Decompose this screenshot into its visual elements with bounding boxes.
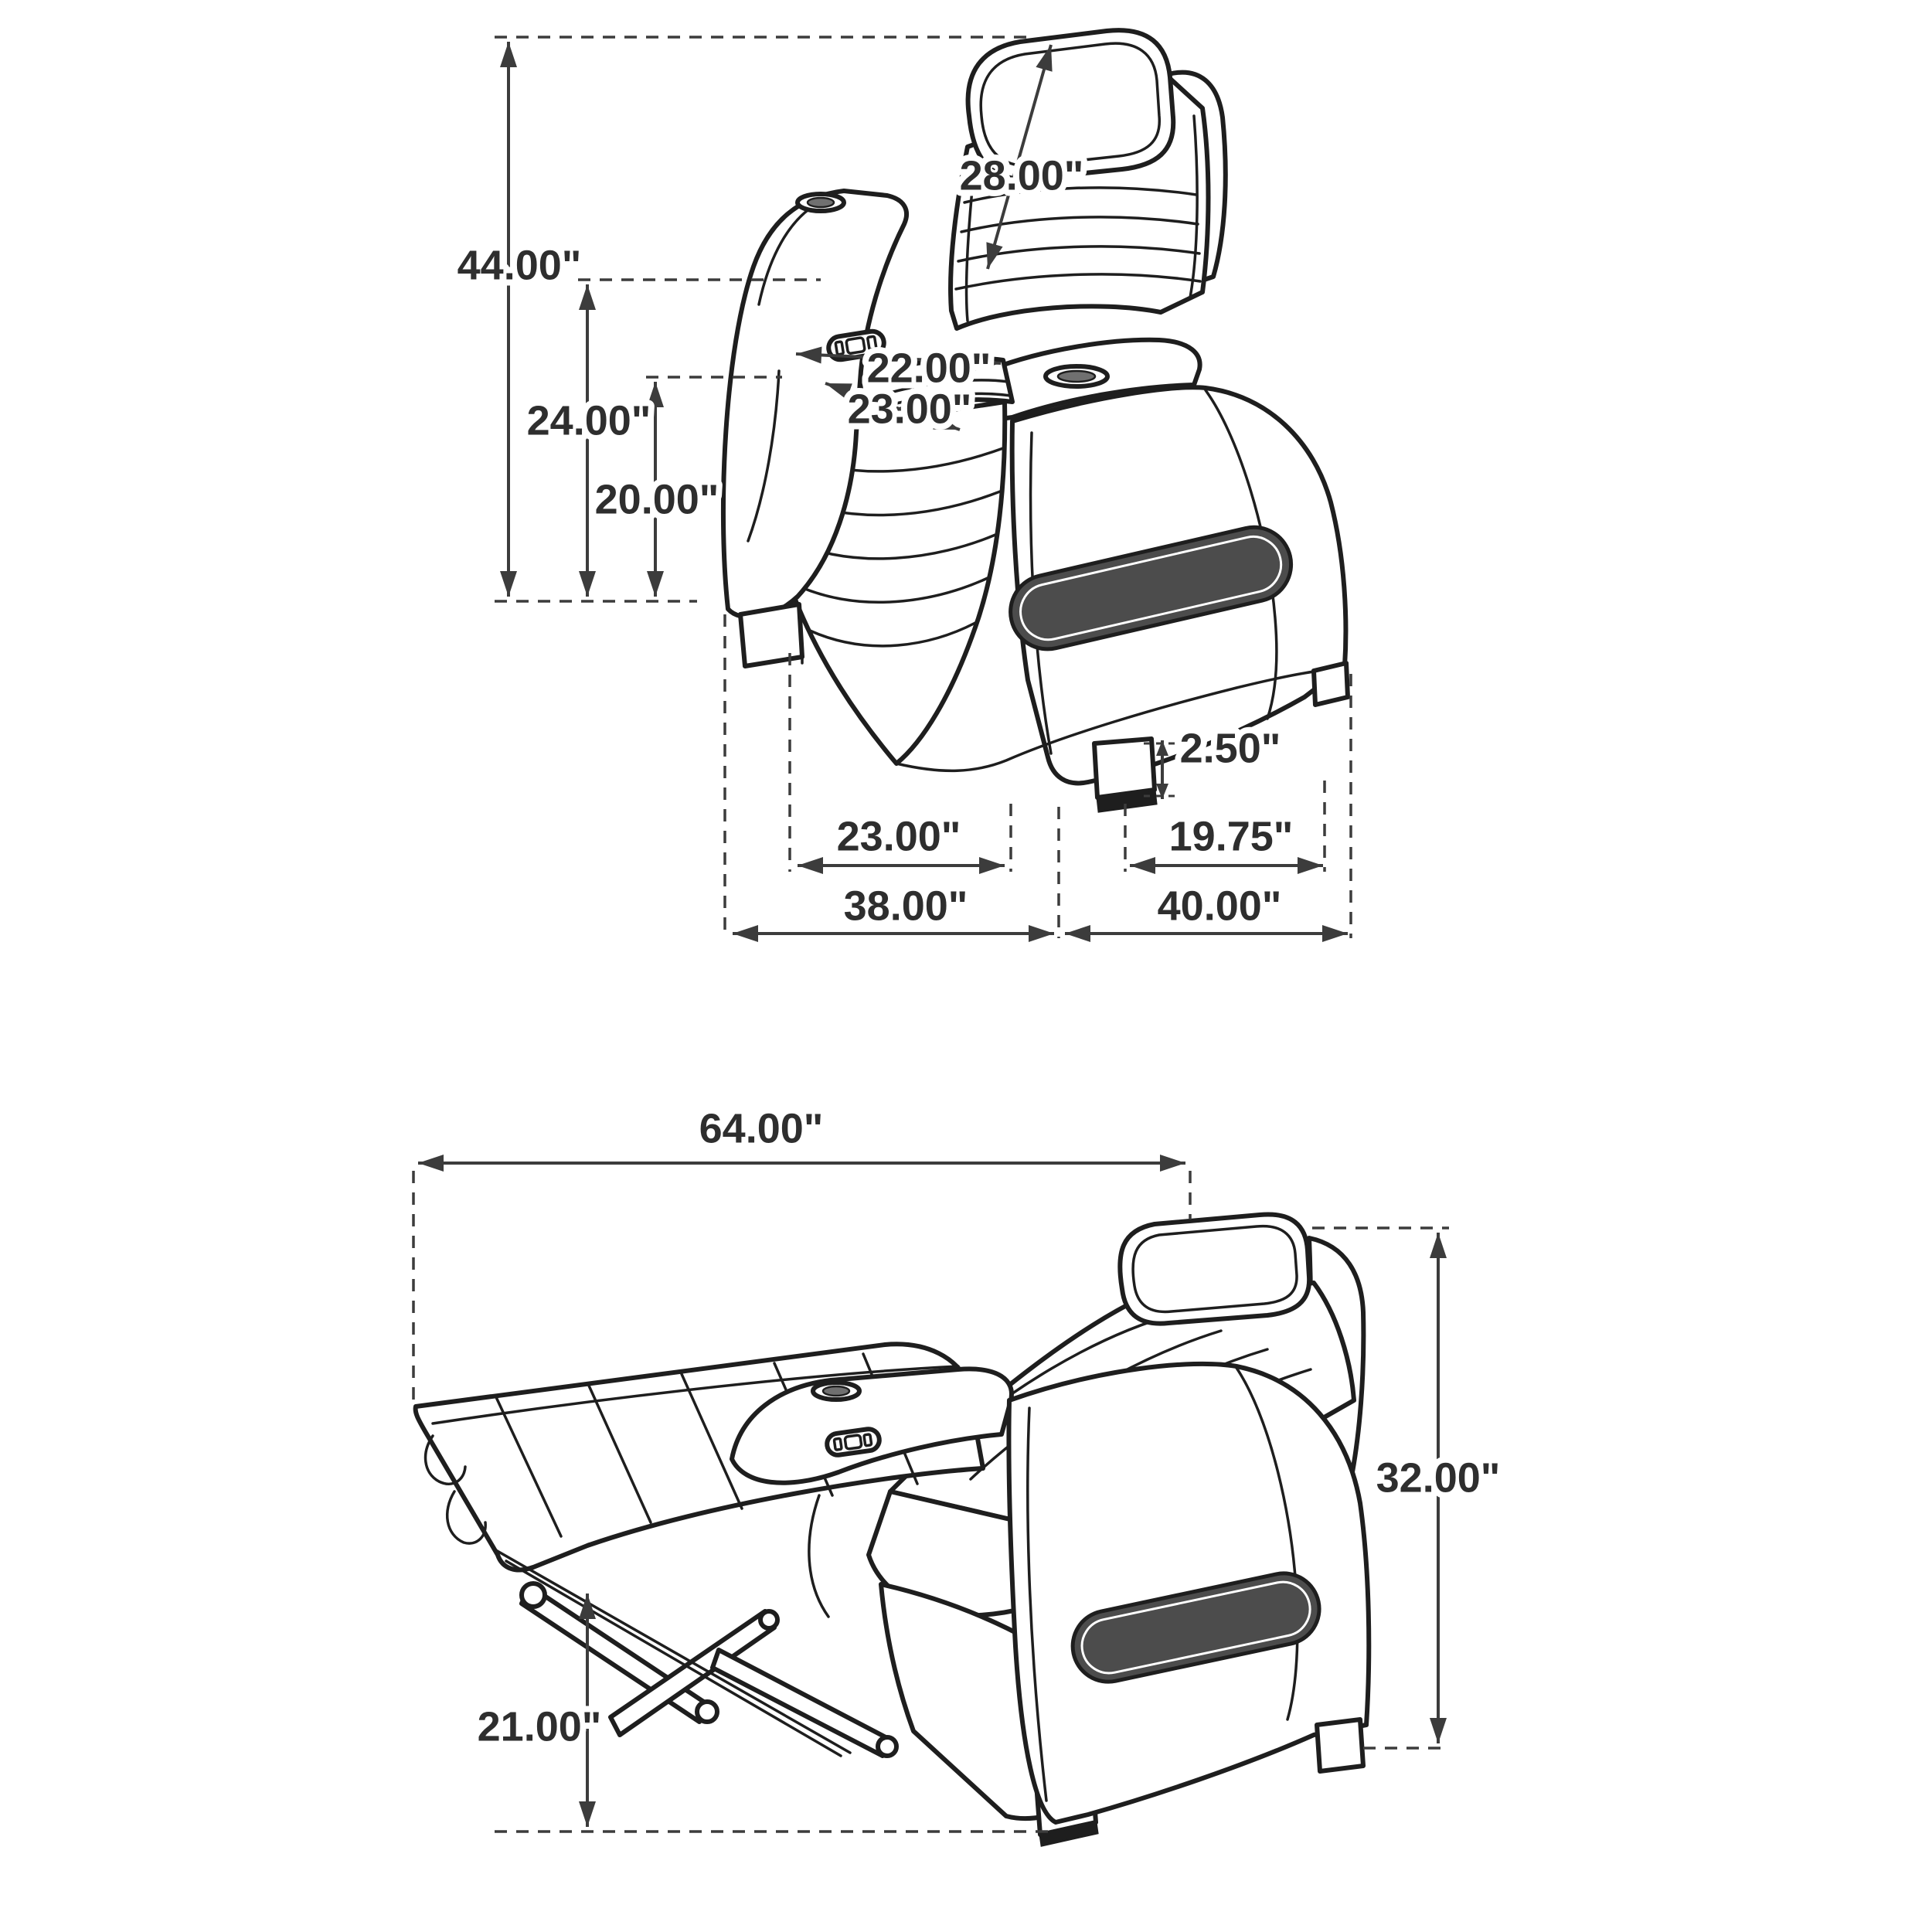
dimension-label-overall-width: 38.00" <box>843 883 968 930</box>
dimension-label-seat-back-height: 20.00" <box>594 476 719 523</box>
dimension-label-reclined-length: 64.00" <box>699 1105 824 1152</box>
reclined-recliner-figure <box>413 1105 1500 1845</box>
dimension-label-seat-depth: 23.00" <box>836 813 961 860</box>
dimension-label-back-cushion: 28.00" <box>959 152 1084 199</box>
dimension-label-foot-height: 2.50" <box>1179 725 1281 772</box>
foot-front-right <box>1094 739 1155 798</box>
control-panel-icon <box>825 1427 880 1456</box>
dimension-label-overall-depth: 40.00" <box>1157 883 1282 930</box>
reclined-chair-art <box>416 1214 1369 1845</box>
dimension-label-footrest-height: 21.00" <box>477 1703 602 1750</box>
dimension-label-reclined-height: 32.00" <box>1376 1454 1501 1502</box>
foot-rear <box>1317 1719 1363 1771</box>
upright-recliner-figure <box>457 30 1351 938</box>
upright-chair-art <box>723 30 1348 811</box>
dimension-label-seat-width-front: 23.00" <box>847 386 972 433</box>
dimension-label-inside-seat-depth: 19.75" <box>1168 813 1294 860</box>
dimension-label-seat-width-rear: 22.00" <box>866 345 992 392</box>
dimension-label-arm-height: 24.00" <box>526 397 651 444</box>
dimension-label-overall-height: 44.00" <box>457 242 582 289</box>
foot-rear-right <box>1314 663 1348 705</box>
foot-front-left <box>740 604 802 666</box>
